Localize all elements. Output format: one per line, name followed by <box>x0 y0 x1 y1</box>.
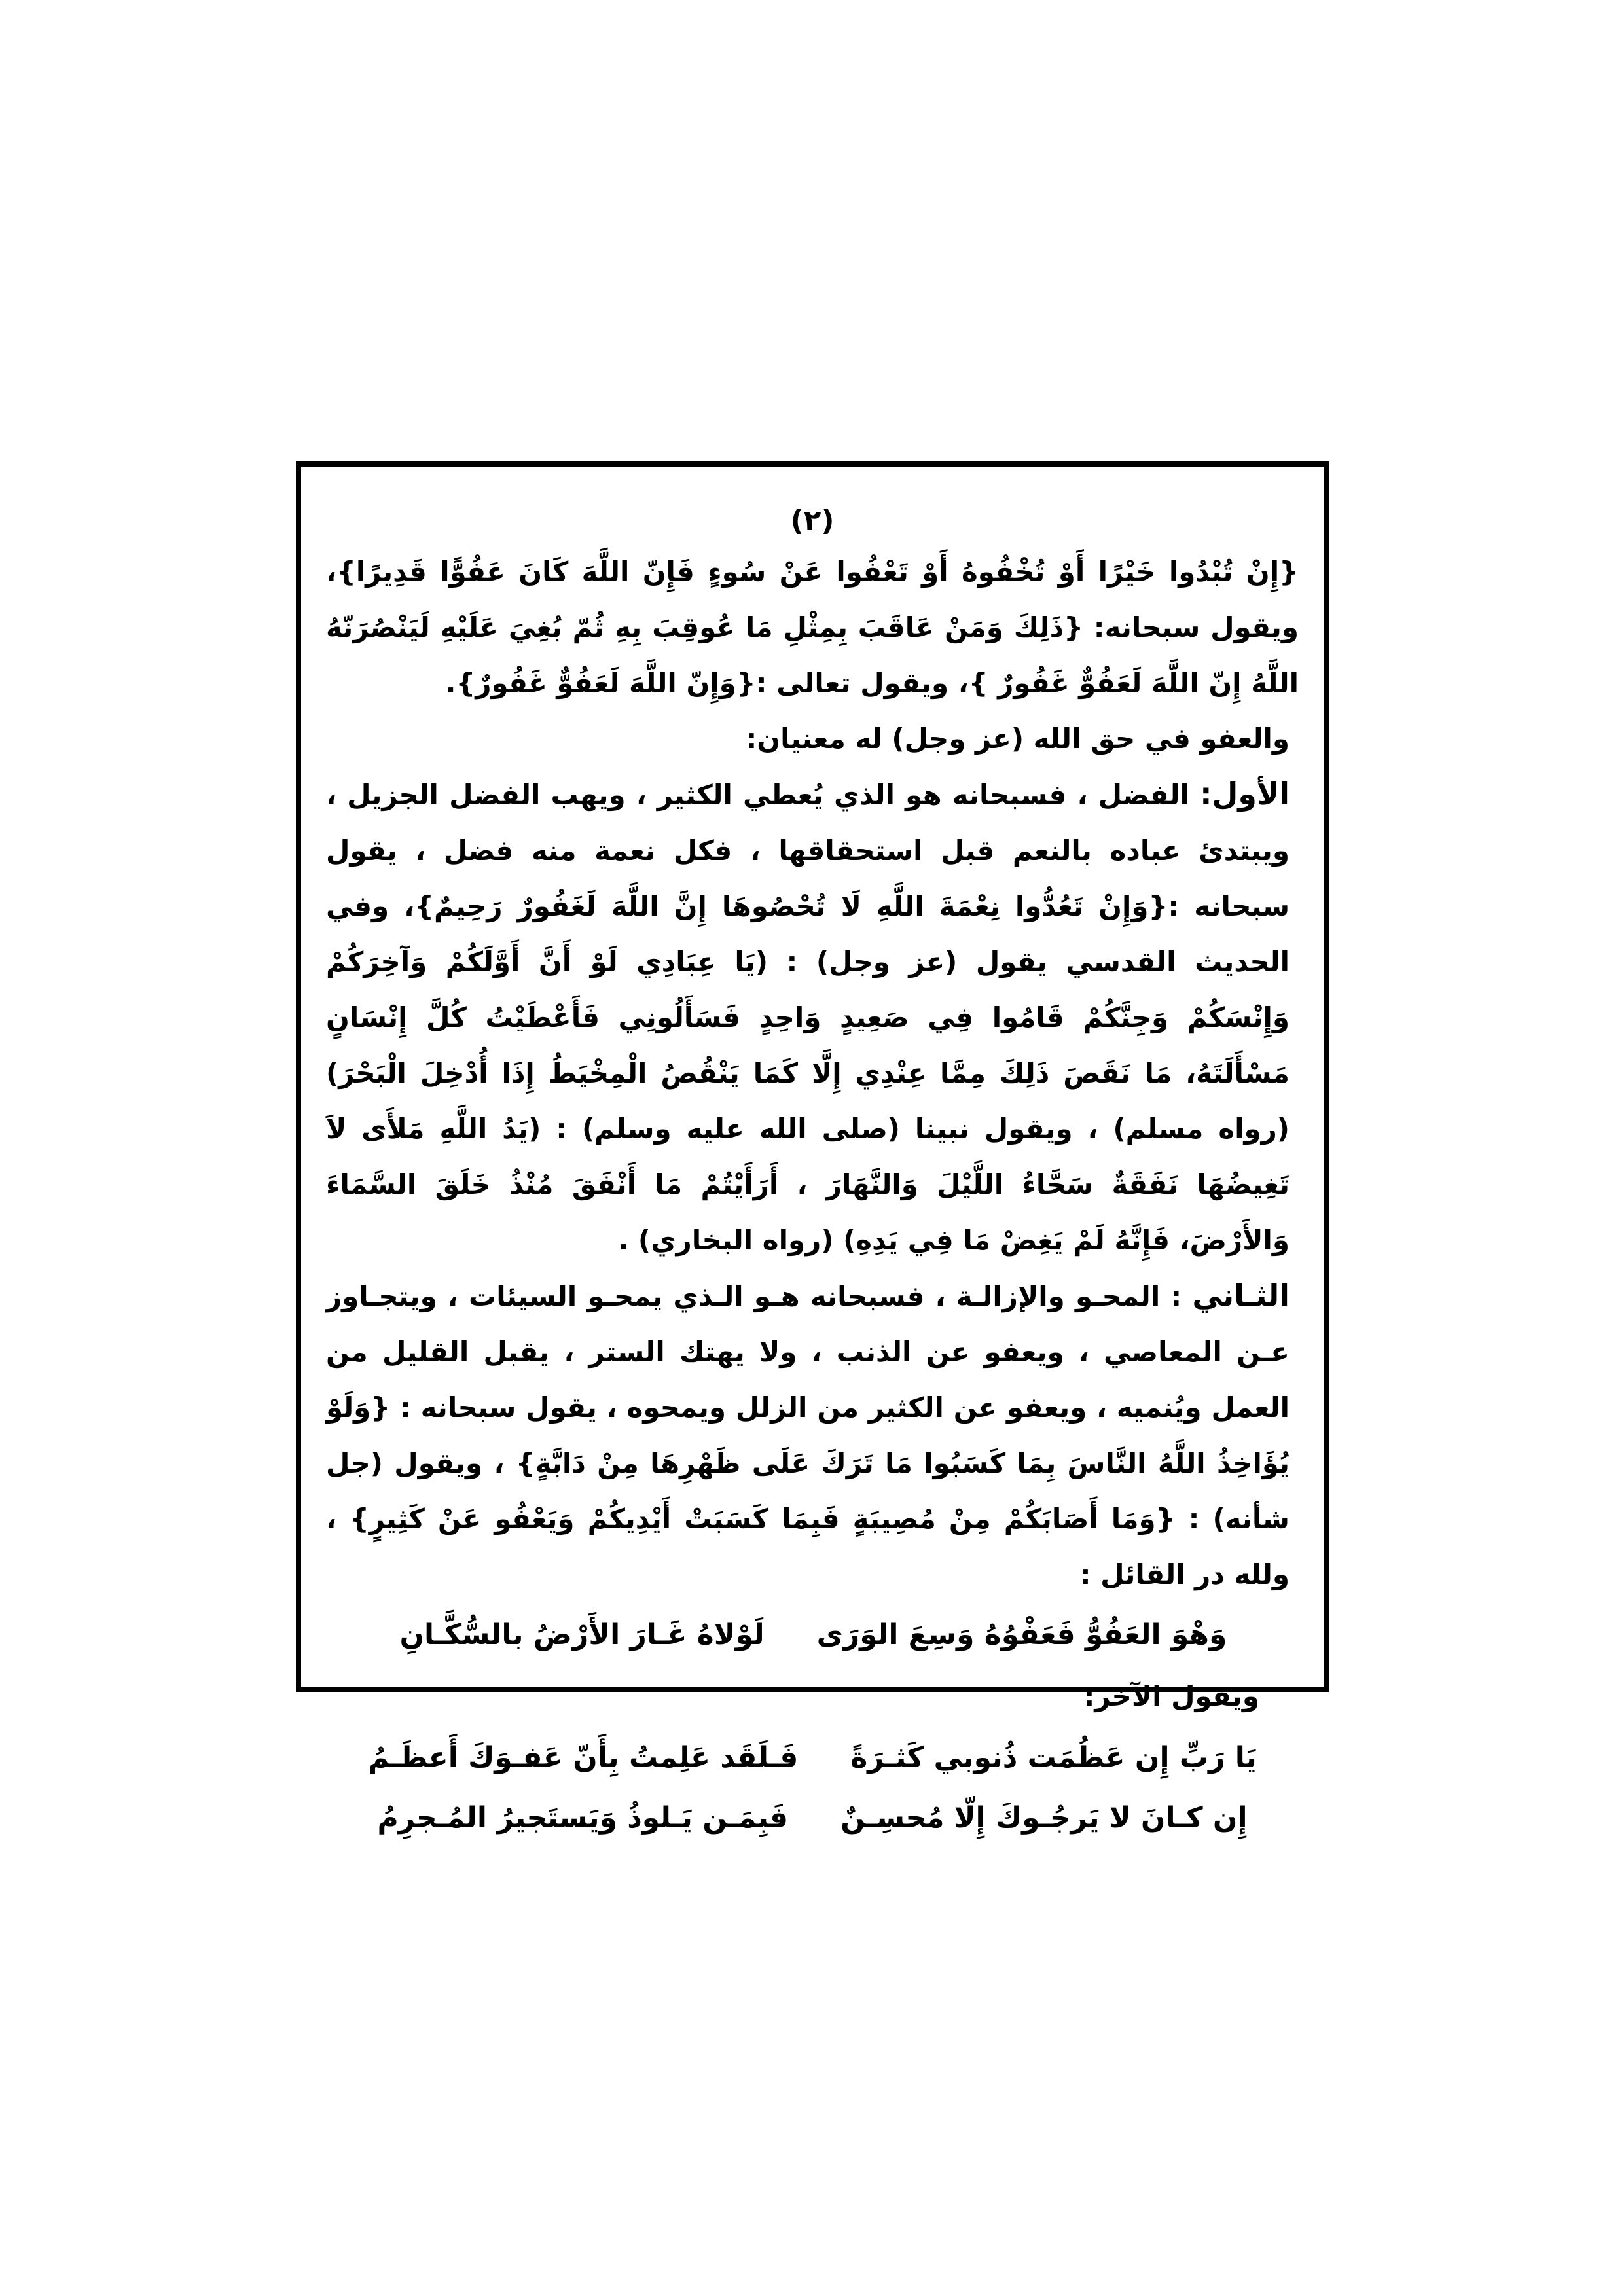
page-content <box>326 544 1299 1848</box>
poem-hemistich-first: وَهْوَ العَفُوُّ فَعَفْوُهُ وَسِعَ الوَرَى <box>816 1618 1227 1651</box>
first-meaning-heading: الأول: <box>1200 776 1290 812</box>
poem-first <box>326 1605 1299 1665</box>
paragraph-quran-verses: {إِنْ تُبْدُوا خَيْرًا أَوْ تُخْفُوهُ أَوْ تَعْفُوا عَنْ سُوءٍ فَإِنّ اللَّهَ كَانَ عَفُوًّا قَدِيرًا}، ويقول سبحانه: {ذَلِكَ وَمَنْ عَاقَبَ بِمِثْلِ مَا عُوقِبَ بِهِ ثُمّ بُغِيَ عَلَيْهِ لَيَنْصُرَنّهُ اللَّهُ إِنّ اللَّهَ لَعَفُوٌّ غَفُورٌ }، ويقول تعالى :{وَإِنّ اللَّهَ لَعَفُوٌّ غَفُورٌ}. <box>326 556 1299 699</box>
poem-second <box>326 1728 1299 1848</box>
poem-verse-line <box>326 1728 1299 1788</box>
page-frame <box>296 461 1329 1835</box>
poem-hemistich-first: إِن كـانَ لا يَرجُـوكَ إِلّا مُحسِـنٌ <box>840 1801 1248 1835</box>
poem-verse-line <box>326 1605 1299 1665</box>
poem-hemistich-second: فَـلَقَد عَلِمتُ بِأَنّ عَفـوَكَ أَعظَـمُ <box>368 1741 799 1774</box>
second-meaning-text: : المحـو والإزالـة ، فسبحانه هـو الـذي يمحـو السيئات ، ويتجـاوز عـن المعاصي ، ويعفو عن الذنب ، ولا يهتك الستر ، يقبل القليل من العمل ويُنميه ، ويعفو عن الكثير من الزلل ويمحوه ، يقول سبحانه : {وَلَوْ يُؤَاخِذُ اللَّهُ النَّاسَ بِمَا كَسَبُوا مَا تَرَكَ عَلَى ظَهْرِهَا مِنْ دَابَّةٍ} ، ويقول (جل شأنه) : {وَمَا أَصَابَكُمْ مِنْ مُصِيبَةٍ فَبِمَا كَسَبَتْ أَيْدِيكُمْ وَيَعْفُو عَنْ كَثِيرٍ} ، ولله در القائل : <box>326 1280 1290 1590</box>
paragraph-meanings-intro: والعفو في حق الله (عز وجل) له معنيان: <box>746 723 1290 755</box>
paragraph-first-meaning <box>326 766 1299 1268</box>
page-number: (٢) <box>790 504 835 537</box>
poem-hemistich-second: لَوْلاهُ غَـارَ الأَرْضُ بالسُّكَّـانِ <box>399 1618 765 1651</box>
poem-hemistich-second: فَبِمَـن يَـلوذُ وَيَستَجيرُ المُـجرِمُ <box>377 1801 789 1835</box>
poem-verse-line <box>326 1788 1299 1848</box>
poem-hemistich-first: يَا رَبِّ إِن عَظُمَت ذُنوبي كَثـرَةً <box>850 1741 1257 1774</box>
second-meaning-heading: الثـاني <box>1192 1278 1290 1313</box>
first-meaning-text: الفضل ، فسبحانه هو الذي يُعطي الكثير ، ويهب الفضل الجزيل ، ويبتدئ عباده بالنعم قبل استحقاقها ، فكل نعمة منه فضل ، يقول سبحانه :{وَإِنْ تَعُدُّوا نِعْمَةَ اللَّهِ لَا تُحْصُوهَا إِنَّ اللَّهَ لَغَفُورٌ رَحِيمٌ}، وفي الحديث القدسي يقول (عز وجل) : (يَا عِبَادِي لَوْ أَنَّ أَوَّلَكُمْ وَآخِرَكُمْ وَإِنْسَكُمْ وَجِنَّكُمْ قَامُوا فِي صَعِيدٍ وَاحِدٍ فَسَأَلُونِي فَأَعْطَيْتُ كُلَّ إِنْسَانٍ مَسْأَلَتَهُ، مَا نَقَصَ ذَلِكَ مِمَّا عِنْدِي إِلَّا كَمَا يَنْقُصُ الْمِخْيَطُ إِذَا أُدْخِلَ الْبَحْرَ) (رواه مسلم) ، ويقول نبينا (صلى الله عليه وسلم) : (يَدُ اللَّهِ مَلأَى لاَ تَغِيضُهَا نَفَقَةٌ سَحَّاءُ اللَّيْلَ وَالنَّهَارَ ، أَرَأَيْتُمْ مَا أَنْفَقَ مُنْذُ خَلَقَ السَّمَاءَ وَالأَرْضَ، فَإِنَّهُ لَمْ يَغِضْ مَا فِي يَدِهِ) (رواه البخاري) . <box>326 779 1290 1256</box>
poem-second-intro: ويقول الآخر: <box>1083 1680 1259 1712</box>
paragraph-second-meaning <box>326 1268 1299 1602</box>
